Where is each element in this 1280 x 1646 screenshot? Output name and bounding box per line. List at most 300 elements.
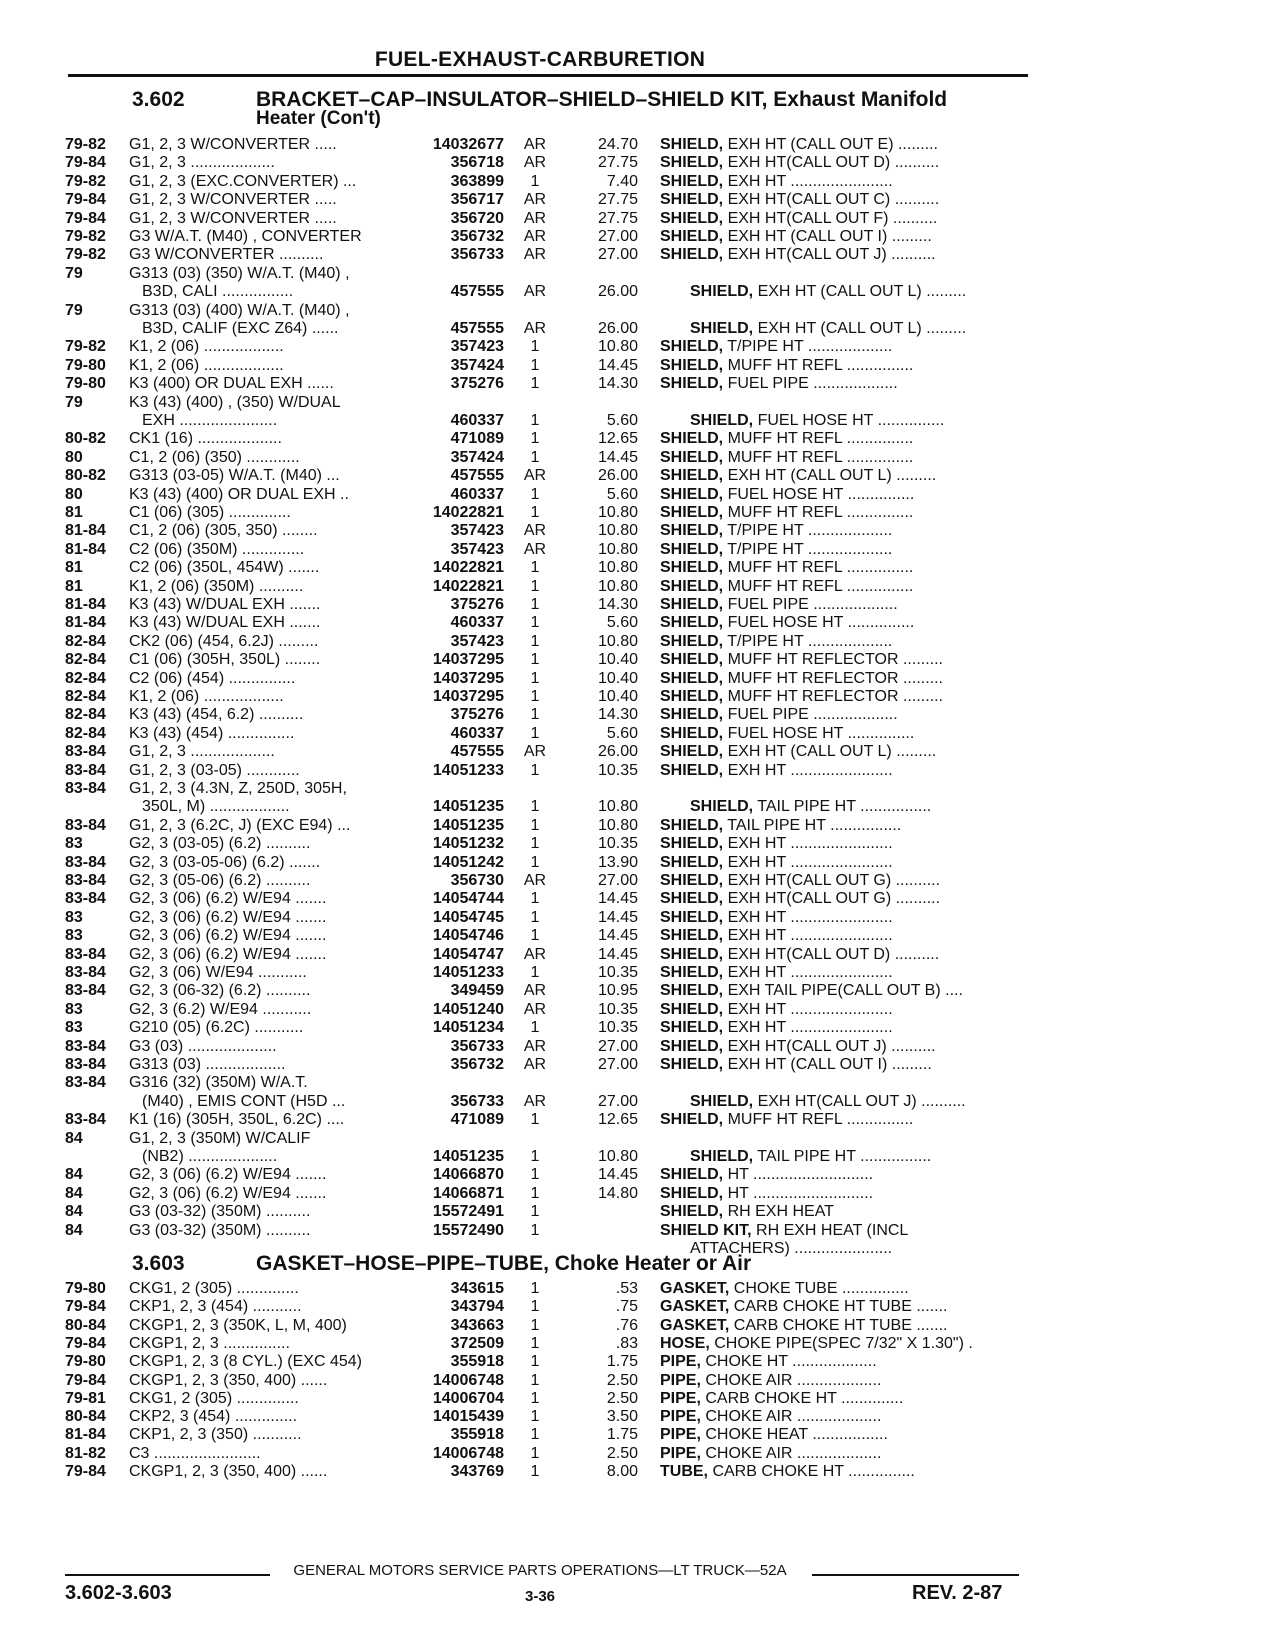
- part-number: 460337: [450, 412, 504, 429]
- description-detail: EXH HT .......................: [723, 835, 893, 853]
- application: CKG1, 2 (305) ..............: [129, 1280, 299, 1297]
- table-row: [0, 926, 1280, 945]
- application: K3 (43) (400) , (350) W/DUAL: [129, 393, 341, 411]
- description-noun: SHIELD,: [660, 1166, 724, 1184]
- description-detail: EXH HT .......................: [723, 761, 893, 779]
- description: [660, 1202, 1025, 1221]
- table-row: [0, 945, 1280, 964]
- description-detail: EXH HT(CALL OUT C) ..........: [723, 191, 940, 209]
- price: 10.80: [597, 522, 638, 540]
- description: [660, 724, 1025, 743]
- application: CKGP1, 2, 3 (350K, L, M, 400): [129, 1316, 347, 1334]
- description-detail: EXH HT .......................: [723, 172, 893, 190]
- quantity: 1: [530, 890, 540, 908]
- description-detail: EXH HT (CALL OUT I) .........: [723, 228, 932, 245]
- application: K3 (43) W/DUAL EXH .......: [129, 614, 321, 632]
- description-detail: FUEL HOSE HT ...............: [723, 724, 915, 742]
- description: [660, 356, 1025, 375]
- table-row: [0, 1092, 1280, 1111]
- application: G313 (03) ..................: [129, 1056, 286, 1073]
- part-number: 15572490: [432, 1221, 504, 1239]
- description: [660, 337, 1025, 356]
- table-row: [0, 705, 1280, 724]
- price: 10.35: [597, 1000, 638, 1018]
- table-row: [0, 1389, 1280, 1408]
- description-detail: EXH HT (CALL OUT L) .........: [753, 283, 967, 301]
- model-year: 81: [65, 504, 83, 521]
- table-row: [0, 853, 1280, 872]
- quantity: 1: [530, 356, 540, 374]
- quantity: 1: [530, 706, 540, 724]
- price: 27.75: [597, 191, 638, 209]
- description-noun: SHIELD KIT,: [660, 1221, 752, 1239]
- quantity: 1: [530, 485, 540, 503]
- table-row: [0, 1129, 1280, 1148]
- application: EXH ......................: [142, 412, 278, 429]
- description-noun: SHIELD,: [660, 632, 724, 650]
- part-number: 14015439: [432, 1408, 504, 1426]
- quantity: 1: [530, 1334, 540, 1352]
- quantity: 1: [530, 430, 540, 448]
- part-number: 14006748: [432, 1444, 504, 1462]
- table-row: [0, 632, 1280, 651]
- description-detail: EXH HT(CALL OUT J) ..........: [753, 1092, 966, 1110]
- page-number: 3-36: [524, 1588, 556, 1605]
- description-noun: SHIELD,: [660, 191, 724, 209]
- table-row: [0, 724, 1280, 743]
- model-year: 79-82: [65, 172, 106, 190]
- description: [660, 1184, 1025, 1203]
- model-year: 83: [65, 1019, 83, 1037]
- quantity: AR: [523, 522, 547, 540]
- description-noun: SHIELD,: [660, 338, 724, 356]
- description-noun: SHIELD,: [660, 853, 724, 871]
- model-year: 79-84: [65, 209, 106, 227]
- part-number: 357423: [450, 522, 504, 540]
- description-noun: SHIELD,: [690, 1148, 754, 1165]
- part-number: 356733: [450, 1092, 504, 1110]
- model-year: 80: [65, 485, 83, 503]
- quantity: 1: [530, 724, 540, 742]
- description-noun: SHIELD,: [660, 430, 724, 448]
- model-year: 81-82: [65, 1444, 106, 1462]
- description-detail: MUFF HT REFL ...............: [723, 577, 914, 595]
- description: [660, 1371, 1025, 1390]
- application: C2 (06) (350L, 454W) .......: [129, 559, 320, 577]
- table-row: [0, 503, 1280, 522]
- price: .53: [615, 1280, 638, 1297]
- table-row: [0, 374, 1280, 393]
- quantity: AR: [523, 283, 547, 301]
- part-number: 14054747: [432, 945, 504, 963]
- table-row: [0, 135, 1280, 154]
- table-row: [0, 1407, 1280, 1426]
- description-noun: SHIELD,: [660, 927, 724, 945]
- application: CKGP1, 2, 3 (350, 400) ......: [129, 1371, 328, 1389]
- description: [660, 834, 1025, 853]
- table-row: [0, 1165, 1280, 1184]
- description-noun: SHIELD,: [690, 320, 754, 337]
- price: 27.75: [597, 154, 638, 172]
- model-year: 83-84: [65, 945, 106, 963]
- price: 13.90: [597, 853, 638, 871]
- quantity: 1: [530, 1203, 540, 1221]
- description-noun: SHIELD,: [660, 246, 724, 264]
- model-year: 79: [65, 393, 83, 411]
- table-row: [0, 521, 1280, 540]
- description-noun: SHIELD,: [660, 1203, 724, 1221]
- description-detail: MUFF HT REFLECTOR .........: [723, 651, 943, 669]
- model-year: 81-84: [65, 522, 106, 540]
- price: 14.45: [597, 927, 638, 945]
- quantity: AR: [523, 191, 547, 209]
- application: CKG1, 2 (305) ..............: [129, 1389, 299, 1407]
- application: K1, 2 (06) (350M) ..........: [129, 577, 304, 595]
- part-number: 14022821: [432, 577, 504, 595]
- description-noun: SHIELD,: [660, 577, 724, 595]
- part-number: 356717: [450, 191, 504, 209]
- part-number: 375276: [450, 706, 504, 724]
- description-detail: TAIL PIPE HT ................: [753, 1148, 932, 1165]
- application: G313 (03) (400) W/A.T. (M40) ,: [129, 301, 350, 319]
- application: C2 (06) (350M) ..............: [129, 540, 305, 558]
- description-detail: CHOKE AIR ...................: [700, 1444, 882, 1462]
- part-number: 460337: [450, 485, 504, 503]
- application: K1, 2 (06) ..................: [129, 338, 284, 356]
- application: K3 (43) (400) OR DUAL EXH ..: [129, 485, 349, 503]
- part-number: 355918: [450, 1426, 504, 1444]
- table-row: [0, 1037, 1280, 1056]
- application: G2, 3 (05-06) (6.2) ..........: [129, 872, 311, 889]
- price: 5.60: [606, 724, 638, 742]
- price: 26.00: [597, 283, 638, 301]
- description-detail: EXH HT(CALL OUT G) ..........: [723, 872, 941, 889]
- footer-section-range: 3.602-3.603: [65, 1582, 172, 1604]
- part-number: 457555: [450, 467, 504, 485]
- section-number: 3.603: [132, 1252, 185, 1275]
- application: G3 (03-32) (350M) ..........: [129, 1203, 311, 1221]
- application: G1, 2, 3 (03-05) ............: [129, 761, 300, 779]
- description-noun: SHIELD,: [660, 835, 724, 853]
- application: G2, 3 (06) W/E94 ...........: [129, 964, 307, 981]
- description: [660, 981, 1025, 1000]
- description-noun: SHIELD,: [660, 522, 724, 540]
- table-row: [0, 595, 1280, 614]
- table-row: [0, 871, 1280, 890]
- application: G313 (03-05) W/A.T. (M40) ...: [129, 467, 340, 485]
- model-year: 79-84: [65, 154, 106, 172]
- table-row: [0, 448, 1280, 467]
- description: [660, 227, 1025, 246]
- description-detail: EXH HT (CALL OUT I) .........: [723, 1056, 932, 1073]
- application: CKP1, 2, 3 (350) ...........: [129, 1426, 302, 1444]
- part-number: 349459: [450, 982, 504, 1000]
- section-title: GASKET–HOSE–PIPE–TUBE, Choke Heater or Air: [256, 1252, 752, 1275]
- quantity: 1: [530, 504, 540, 521]
- part-number: 356718: [450, 154, 504, 172]
- table-row: [0, 1221, 1280, 1240]
- application: G3 W/CONVERTER ..........: [129, 246, 324, 264]
- application: G1, 2, 3 W/CONVERTER .....: [129, 191, 337, 209]
- table-row: [0, 687, 1280, 706]
- description: [690, 411, 1055, 430]
- quantity: 1: [530, 798, 540, 816]
- description: [660, 1334, 1025, 1353]
- price: 24.70: [597, 136, 638, 153]
- application: (NB2) ....................: [142, 1148, 278, 1165]
- description-noun: SHIELD,: [660, 964, 724, 981]
- part-number: 471089: [450, 1111, 504, 1129]
- quantity: 1: [530, 172, 540, 190]
- description-detail: MUFF HT REFL ...............: [723, 559, 914, 577]
- model-year: 80-84: [65, 1408, 106, 1426]
- price: 27.00: [597, 1037, 638, 1055]
- part-number: 14051235: [432, 1148, 504, 1165]
- price: 10.80: [597, 540, 638, 558]
- description-detail: CHOKE AIR ...................: [700, 1408, 882, 1426]
- description-detail: EXH HT .......................: [723, 964, 893, 981]
- description-noun: GASKET,: [660, 1316, 730, 1334]
- application: G2, 3 (03-05) (6.2) ..........: [129, 835, 311, 853]
- table-row: [0, 393, 1280, 412]
- price: 27.75: [597, 209, 638, 227]
- application: C1 (06) (305) ..............: [129, 504, 291, 521]
- price: 14.30: [597, 596, 638, 613]
- quantity: 1: [530, 908, 540, 926]
- quantity: AR: [523, 982, 547, 1000]
- model-year: 81-84: [65, 540, 106, 558]
- model-year: 84: [65, 1221, 83, 1239]
- table-row: [0, 981, 1280, 1000]
- part-number: 372509: [450, 1334, 504, 1352]
- application: G2, 3 (6.2) W/E94 ...........: [129, 1000, 312, 1018]
- header-rule: [68, 74, 1028, 77]
- revision-label: REV. 2-87: [912, 1582, 1003, 1604]
- quantity: AR: [523, 540, 547, 558]
- description: [660, 963, 1025, 982]
- price: 27.00: [597, 872, 638, 889]
- application: C3 ........................: [129, 1444, 261, 1462]
- description: [660, 761, 1025, 780]
- description-detail: EXH TAIL PIPE(CALL OUT B) ....: [723, 982, 963, 1000]
- model-year: 80-82: [65, 430, 106, 448]
- description: [660, 650, 1025, 669]
- model-year: 81: [65, 577, 83, 595]
- description: [660, 448, 1025, 467]
- description-detail: EXH HT (CALL OUT L) .........: [723, 743, 937, 761]
- quantity: 1: [530, 577, 540, 595]
- model-year: 79-80: [65, 356, 106, 374]
- model-year: 79-80: [65, 1280, 106, 1297]
- application: K3 (400) OR DUAL EXH ......: [129, 375, 334, 393]
- table-row: [0, 558, 1280, 577]
- description-noun: SHIELD,: [660, 136, 724, 153]
- model-year: 79-82: [65, 338, 106, 356]
- description-noun: SHIELD,: [660, 688, 724, 705]
- model-year: 81-84: [65, 1426, 106, 1444]
- table-row: [0, 834, 1280, 853]
- description-noun: HOSE,: [660, 1334, 710, 1352]
- price: 10.35: [597, 835, 638, 853]
- description-detail: EXH HT .......................: [723, 1019, 893, 1037]
- application: G3 (03) ....................: [129, 1037, 277, 1055]
- description-noun: SHIELD,: [660, 375, 724, 393]
- model-year: 79: [65, 301, 83, 319]
- price: 26.00: [597, 467, 638, 485]
- model-year: 82-84: [65, 651, 106, 669]
- quantity: AR: [523, 467, 547, 485]
- description: [660, 503, 1025, 522]
- price: 14.45: [597, 1166, 638, 1184]
- part-number: 14006704: [432, 1389, 504, 1407]
- description-detail: MUFF HT REFLECTOR .........: [723, 669, 943, 687]
- price: 27.00: [597, 246, 638, 264]
- price: 10.80: [597, 798, 638, 816]
- description-detail: EXH HT (CALL OUT L) .........: [723, 467, 937, 485]
- model-year: 79-84: [65, 1334, 106, 1352]
- table-row: [0, 669, 1280, 688]
- part-number: 356732: [450, 228, 504, 245]
- model-year: 79: [65, 264, 83, 282]
- price: 10.40: [597, 688, 638, 705]
- description-detail: ATTACHERS) ......................: [690, 1240, 893, 1257]
- quantity: 1: [530, 1463, 540, 1480]
- price: 27.00: [597, 1056, 638, 1073]
- part-number: 14022821: [432, 559, 504, 577]
- price: 8.00: [606, 1463, 638, 1480]
- quantity: 1: [530, 927, 540, 945]
- quantity: 1: [530, 559, 540, 577]
- description-noun: SHIELD,: [660, 1111, 724, 1129]
- table-row: [0, 797, 1280, 816]
- application: G1, 2, 3 (4.3N, Z, 250D, 305H,: [129, 780, 347, 797]
- table-row: [0, 1297, 1280, 1316]
- application: G1, 2, 3 ...................: [129, 743, 275, 761]
- price: .75: [615, 1298, 638, 1316]
- part-number: 14051233: [432, 761, 504, 779]
- part-number: 14022821: [432, 504, 504, 521]
- part-number: 460337: [450, 614, 504, 632]
- description: [660, 632, 1025, 651]
- table-row: [0, 466, 1280, 485]
- description-noun: SHIELD,: [660, 559, 724, 577]
- part-number: 14051240: [432, 1000, 504, 1018]
- quantity: AR: [523, 945, 547, 963]
- application: C2 (06) (454) ...............: [129, 669, 296, 687]
- application: CKGP1, 2, 3 (8 CYL.) (EXC 454): [129, 1353, 362, 1371]
- description-detail: FUEL HOSE HT ...............: [753, 412, 945, 429]
- application: G2, 3 (06) (6.2) W/E94 .......: [129, 927, 327, 945]
- part-number: 460337: [450, 724, 504, 742]
- price: 10.80: [597, 632, 638, 650]
- price: 14.30: [597, 706, 638, 724]
- quantity: 1: [530, 1389, 540, 1407]
- application: B3D, CALI ................: [142, 283, 294, 301]
- description: [660, 153, 1025, 172]
- description-noun: SHIELD,: [660, 1019, 724, 1037]
- quantity: 1: [530, 338, 540, 356]
- price: 12.65: [597, 1111, 638, 1129]
- description: [660, 816, 1025, 835]
- description-detail: FUEL HOSE HT ...............: [723, 614, 915, 632]
- part-number: 14054746: [432, 927, 504, 945]
- part-number: 457555: [450, 283, 504, 301]
- price: 14.80: [597, 1184, 638, 1202]
- quantity: AR: [523, 1000, 547, 1018]
- quantity: 1: [530, 651, 540, 669]
- model-year: 81-84: [65, 596, 106, 613]
- description: [660, 742, 1025, 761]
- description-detail: FUEL PIPE ...................: [723, 596, 898, 613]
- price: 27.00: [597, 1092, 638, 1110]
- price: 10.80: [597, 1148, 638, 1165]
- part-number: 14054745: [432, 908, 504, 926]
- model-year: 84: [65, 1166, 83, 1184]
- description: [660, 1110, 1025, 1129]
- application: K3 (43) (454, 6.2) ..........: [129, 706, 304, 724]
- description-noun: SHIELD,: [660, 228, 724, 245]
- table-row: [0, 282, 1280, 301]
- description: [660, 889, 1025, 908]
- description: [660, 466, 1025, 485]
- model-year: 81-84: [65, 614, 106, 632]
- table-row: [0, 356, 1280, 375]
- model-year: 83: [65, 1000, 83, 1018]
- price: 7.40: [606, 172, 638, 190]
- model-year: 83-84: [65, 1111, 106, 1129]
- description: [660, 209, 1025, 228]
- description: [660, 1316, 1025, 1335]
- model-year: 82-84: [65, 724, 106, 742]
- quantity: 1: [530, 688, 540, 705]
- description-detail: HT ...........................: [723, 1184, 874, 1202]
- quantity: AR: [523, 209, 547, 227]
- application: G3 W/A.T. (M40) , CONVERTER: [129, 228, 362, 245]
- price: .83: [615, 1334, 638, 1352]
- description-detail: T/PIPE HT ...................: [723, 338, 893, 356]
- part-number: 357423: [450, 338, 504, 356]
- description-detail: CHOKE PIPE(SPEC 7/32" X 1.30") .: [709, 1334, 973, 1352]
- application: G1, 2, 3 (6.2C, J) (EXC E94) ...: [129, 816, 351, 834]
- description: [660, 485, 1025, 504]
- model-year: 84: [65, 1129, 83, 1147]
- part-number: 457555: [450, 743, 504, 761]
- description: [660, 521, 1025, 540]
- application: G2, 3 (03-05-06) (6.2) .......: [129, 853, 321, 871]
- quantity: 1: [530, 412, 540, 429]
- quantity: AR: [523, 1037, 547, 1055]
- table-row: [0, 1018, 1280, 1037]
- quantity: AR: [523, 1056, 547, 1073]
- price: 2.50: [606, 1371, 638, 1389]
- application: G2, 3 (06-32) (6.2) ..........: [129, 982, 311, 1000]
- application: K3 (43) (454) ...............: [129, 724, 295, 742]
- part-number: 356730: [450, 872, 504, 889]
- description: [660, 613, 1025, 632]
- description-detail: EXH HT (CALL OUT L) .........: [753, 320, 967, 337]
- description-noun: PIPE,: [660, 1371, 701, 1389]
- description-detail: MUFF HT REFL ...............: [723, 448, 914, 466]
- description: [660, 853, 1025, 872]
- description: [660, 135, 1025, 154]
- quantity: 1: [530, 596, 540, 613]
- description-noun: SHIELD,: [660, 669, 724, 687]
- description-noun: PIPE,: [660, 1408, 701, 1426]
- price: 1.75: [606, 1426, 638, 1444]
- model-year: 79-82: [65, 136, 106, 153]
- description: [660, 687, 1025, 706]
- quantity: AR: [523, 154, 547, 172]
